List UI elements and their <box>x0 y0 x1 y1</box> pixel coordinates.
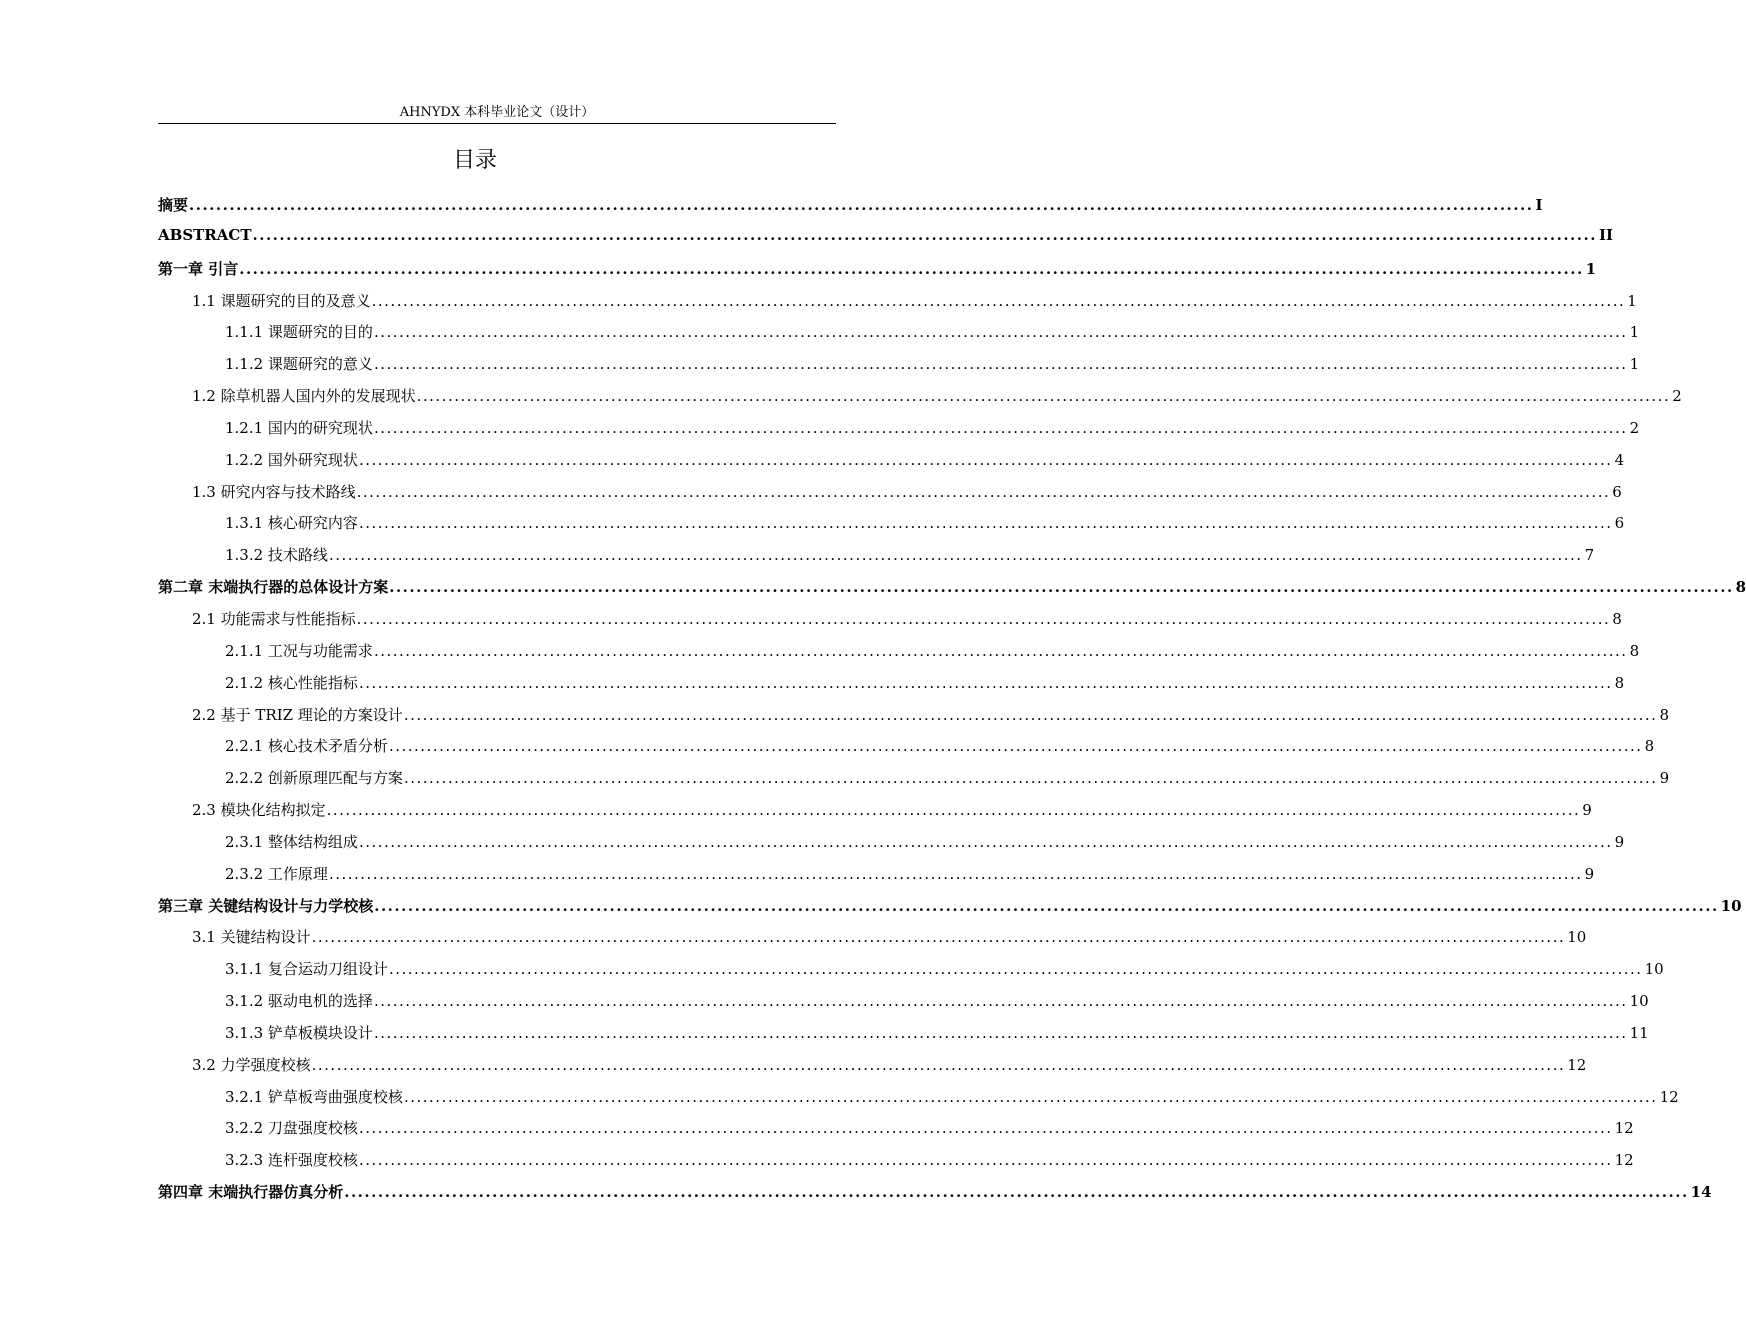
toc-dot-leader: ........................................................................................................................................................................................................ <box>356 609 1611 628</box>
toc-entry-label: 1.2 除草机器人国内外的发展现状 <box>192 387 416 406</box>
toc-entry-label: 3.2 力学强度校核 <box>192 1055 311 1074</box>
toc-dot-leader: ........................................................................................................................................................................................................ <box>358 450 1613 469</box>
toc-entry-page: II <box>1598 225 1613 244</box>
toc-dot-leader: ........................................................................................................................................................................................................ <box>356 482 1611 501</box>
toc-dot-leader: ........................................................................................................................................................................................................ <box>252 225 1597 244</box>
toc-entry-label: 1.3.2 技术路线 <box>225 546 328 565</box>
toc-entry-label: 1.2.2 国外研究现状 <box>225 450 358 469</box>
toc-entry[interactable] <box>158 767 1670 799</box>
toc-entry-page: 1 <box>1627 291 1637 310</box>
toc-entry[interactable] <box>158 895 1742 927</box>
toc-entry-label: 2.1.1 工况与功能需求 <box>225 641 373 660</box>
toc-entry-label: 1.3 研究内容与技术路线 <box>192 482 356 501</box>
toc-entry-label: 3.1.1 复合运动刀组设计 <box>225 960 388 979</box>
toc-dot-leader: ........................................................................................................................................................................................................ <box>358 1119 1613 1138</box>
toc-entry-page: 6 <box>1612 482 1622 501</box>
toc-entry-page: 9 <box>1582 801 1592 820</box>
header-rule <box>158 123 836 124</box>
toc-dot-leader: ........................................................................................................................................................................................................ <box>358 514 1613 533</box>
toc-entry[interactable] <box>158 481 1622 513</box>
toc-dot-leader: ........................................................................................................................................................................................................ <box>403 1087 1658 1106</box>
toc-entry[interactable] <box>158 353 1640 385</box>
toc-entry-page: 1 <box>1629 355 1640 374</box>
toc-entry-page: 8 <box>1735 578 1746 597</box>
toc-entry-label: 1.1 课题研究的目的及意义 <box>192 291 371 310</box>
toc-entry-page: 12 <box>1614 1151 1634 1170</box>
toc-entry[interactable] <box>158 225 1613 258</box>
toc-dot-leader: ........................................................................................................................................................................................................ <box>389 578 1734 597</box>
toc-dot-leader: ........................................................................................................................................................................................................ <box>373 323 1628 342</box>
toc-entry[interactable] <box>158 1149 1634 1181</box>
toc-entry-page: 10 <box>1629 992 1649 1011</box>
toc-dot-leader: ........................................................................................................................................................................................................ <box>373 641 1628 660</box>
toc-entry[interactable] <box>158 544 1595 576</box>
toc-entry[interactable] <box>158 290 1637 322</box>
toc-entry-page: 10 <box>1567 928 1587 947</box>
toc-dot-leader: ........................................................................................................................................................................................................ <box>239 259 1584 278</box>
toc-dot-leader: ........................................................................................................................................................................................................ <box>328 864 1583 883</box>
toc-entry-label: 1.3.1 核心研究内容 <box>225 514 358 533</box>
toc-entry-label: 1.1.1 课题研究的目的 <box>225 323 373 342</box>
toc-entry-page: 12 <box>1659 1087 1679 1106</box>
toc-dot-leader: ........................................................................................................................................................................................................ <box>373 418 1628 437</box>
toc-entry[interactable] <box>158 321 1640 353</box>
toc-entry-label: 第二章 末端执行器的总体设计方案 <box>158 578 389 597</box>
toc-dot-leader: ........................................................................................................................................................................................................ <box>189 196 1534 214</box>
toc-entry[interactable] <box>158 1022 1649 1054</box>
toc-dot-leader: ........................................................................................................................................................................................................ <box>311 928 1566 947</box>
toc-dot-leader: ........................................................................................................................................................................................................ <box>388 737 1643 756</box>
toc-entry-label: 2.2.1 核心技术矛盾分析 <box>225 737 388 756</box>
toc-entry-page: 9 <box>1614 832 1625 851</box>
toc-entry-label: 3.1 关键结构设计 <box>192 928 311 947</box>
toc-dot-leader: ........................................................................................................................................................................................................ <box>311 1055 1566 1074</box>
toc-entry-page: 9 <box>1659 769 1670 788</box>
toc-entry[interactable] <box>158 735 1655 767</box>
toc-entry[interactable] <box>158 672 1625 704</box>
toc-entry-label: 2.1.2 核心性能指标 <box>225 673 358 692</box>
toc-entry-page: 8 <box>1629 641 1640 660</box>
toc-entry[interactable] <box>158 640 1640 672</box>
toc-entry[interactable] <box>158 608 1622 640</box>
toc-dot-leader: ........................................................................................................................................................................................................ <box>388 960 1643 979</box>
toc-dot-leader: ........................................................................................................................................................................................................ <box>373 1023 1628 1042</box>
toc-entry-page: 6 <box>1614 514 1625 533</box>
toc-entry-page: 12 <box>1614 1119 1634 1138</box>
toc-entry-page: I <box>1535 196 1543 214</box>
toc-entry[interactable] <box>158 1054 1587 1086</box>
toc-entry-page: 4 <box>1614 450 1625 469</box>
toc-entry[interactable] <box>158 1086 1679 1118</box>
toc-entry-page: 14 <box>1690 1183 1712 1202</box>
toc-entry-page: 10 <box>1644 960 1664 979</box>
toc-dot-leader: ........................................................................................................................................................................................................ <box>416 387 1671 406</box>
toc-entry[interactable] <box>158 1181 1712 1213</box>
toc-entry-page: 8 <box>1614 673 1625 692</box>
toc-dot-leader: ........................................................................................................................................................................................................ <box>403 705 1658 724</box>
toc-dot-leader: ........................................................................................................................................................................................................ <box>403 769 1658 788</box>
toc-entry-page: 1 <box>1629 323 1640 342</box>
toc-entry-label: 2.2.2 创新原理匹配与方案 <box>225 769 403 788</box>
toc-entry-label: 3.2.1 铲草板弯曲强度校核 <box>225 1087 403 1106</box>
toc-dot-leader: ........................................................................................................................................................................................................ <box>371 291 1626 310</box>
toc-dot-leader: ........................................................................................................................................................................................................ <box>328 546 1583 565</box>
toc-entry-label: 3.2.3 连杆强度校核 <box>225 1151 358 1170</box>
toc-entry-page: 7 <box>1584 546 1595 565</box>
toc-entry-label: 3.1.3 铲草板模块设计 <box>225 1023 373 1042</box>
toc-dot-leader: ........................................................................................................................................................................................................ <box>344 1183 1689 1202</box>
toc-entry-label: ABSTRACT <box>158 225 252 244</box>
toc-dot-leader: ........................................................................................................................................................................................................ <box>358 1151 1613 1170</box>
toc-entry[interactable] <box>158 958 1664 990</box>
toc-entry-page: 10 <box>1720 896 1742 915</box>
toc-entry-label: 2.3.1 整体结构组成 <box>225 832 358 851</box>
toc-entry-label: 3.1.2 驱动电机的选择 <box>225 992 373 1011</box>
toc-entry[interactable] <box>158 704 1669 736</box>
toc-entry[interactable] <box>158 926 1587 958</box>
toc-entry[interactable] <box>158 258 1597 290</box>
toc-dot-leader: ........................................................................................................................................................................................................ <box>374 896 1719 915</box>
toc-entry-label: 第四章 末端执行器仿真分析 <box>158 1183 344 1202</box>
toc-dot-leader: ........................................................................................................................................................................................................ <box>373 355 1628 374</box>
toc-entry-label: 1.2.1 国内的研究现状 <box>225 418 373 437</box>
toc-entry-page: 8 <box>1659 705 1669 724</box>
toc-entry-page: 1 <box>1585 259 1597 278</box>
toc-entry[interactable] <box>158 576 1746 608</box>
toc-entry-label: 2.3.2 工作原理 <box>225 864 328 883</box>
toc-entry[interactable] <box>158 417 1640 449</box>
toc-dot-leader: ........................................................................................................................................................................................................ <box>373 992 1628 1011</box>
toc-dot-leader: ........................................................................................................................................................................................................ <box>358 673 1613 692</box>
toc-entry-label: 2.3 模块化结构拟定 <box>192 801 326 820</box>
toc-entry-page: 9 <box>1584 864 1595 883</box>
toc-entry[interactable] <box>158 512 1625 544</box>
toc-entry-page: 12 <box>1567 1055 1587 1074</box>
table-of-contents <box>158 194 1746 1213</box>
toc-dot-leader: ........................................................................................................................................................................................................ <box>358 832 1613 851</box>
toc-entry-label: 摘要 <box>158 196 189 214</box>
running-header: AHNYDX 本科毕业论文（设计） <box>399 105 595 120</box>
toc-entry[interactable] <box>158 831 1625 863</box>
toc-entry-page: 2 <box>1672 387 1682 406</box>
toc-entry[interactable] <box>158 863 1595 895</box>
toc-entry-label: 1.1.2 课题研究的意义 <box>225 355 373 374</box>
toc-entry[interactable] <box>158 385 1682 417</box>
toc-entry-page: 8 <box>1644 737 1655 756</box>
toc-entry-label: 2.2 基于 TRIZ 理论的方案设计 <box>192 705 403 724</box>
toc-entry-label: 3.2.2 刀盘强度校核 <box>225 1119 358 1138</box>
toc-entry-page: 11 <box>1629 1023 1649 1042</box>
toc-entry[interactable] <box>158 194 1543 226</box>
toc-entry-label: 第一章 引言 <box>158 259 239 278</box>
toc-entry-label: 2.1 功能需求与性能指标 <box>192 609 356 628</box>
toc-entry-page: 8 <box>1612 609 1622 628</box>
toc-entry[interactable] <box>158 799 1592 831</box>
toc-dot-leader: ........................................................................................................................................................................................................ <box>326 801 1581 820</box>
toc-entry-label: 第三章 关键结构设计与力学校核 <box>158 896 374 915</box>
toc-entry[interactable] <box>158 1117 1634 1149</box>
toc-entry-page: 2 <box>1629 418 1640 437</box>
toc-entry[interactable] <box>158 449 1625 481</box>
toc-entry[interactable] <box>158 990 1649 1022</box>
page-title: 目录 <box>452 148 497 173</box>
